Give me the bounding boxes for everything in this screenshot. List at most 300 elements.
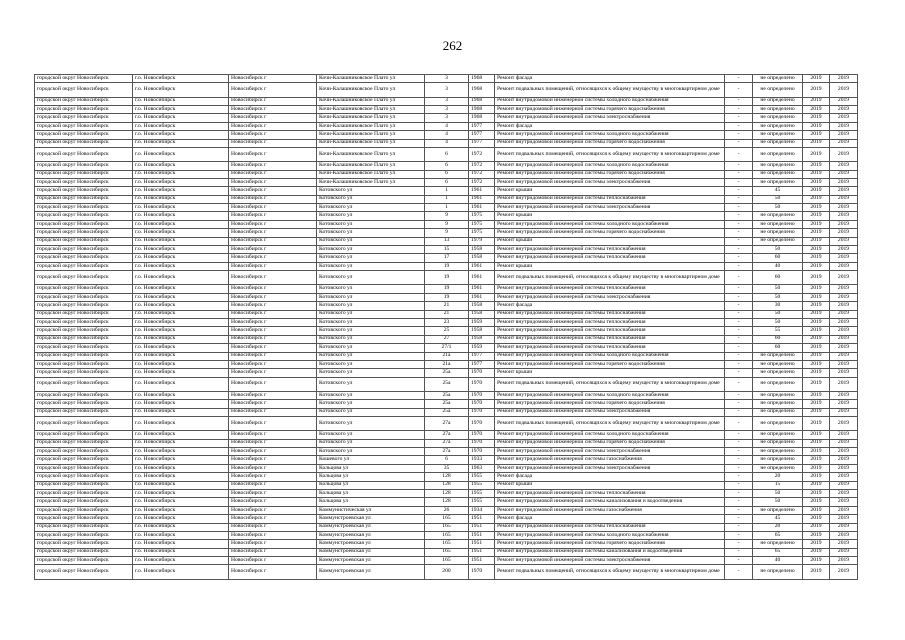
city-cell: Новосибирск г bbox=[229, 531, 317, 539]
wear-cell: не определено bbox=[753, 83, 803, 97]
city-cell: Новосибирск г bbox=[229, 557, 317, 565]
district-cell: г.о. Новосибирск bbox=[133, 285, 229, 293]
start-year-cell: 2019 bbox=[803, 481, 830, 489]
district-cell: г.о. Новосибирск bbox=[133, 302, 229, 310]
end-year-cell: 2019 bbox=[830, 448, 858, 456]
start-year-cell: 2019 bbox=[803, 178, 830, 186]
table-row bbox=[35, 506, 858, 514]
cost-cell: - bbox=[725, 327, 753, 335]
house-cell: 128 bbox=[425, 481, 469, 489]
house-cell: 3 bbox=[425, 83, 469, 97]
house-cell: 26 bbox=[425, 506, 469, 514]
cost-cell: - bbox=[725, 344, 753, 352]
start-year-cell: 2019 bbox=[803, 237, 830, 245]
street-cell: Котовского ул bbox=[317, 285, 425, 293]
table-row bbox=[35, 170, 858, 178]
street-cell: Котовского ул bbox=[317, 318, 425, 326]
start-year-cell: 2019 bbox=[803, 448, 830, 456]
end-year-cell: 2019 bbox=[830, 178, 858, 186]
street-cell: Котовского ул bbox=[317, 293, 425, 301]
city-cell: Новосибирск г bbox=[229, 352, 317, 360]
end-year-cell: 2019 bbox=[830, 335, 858, 343]
start-year-cell: 2019 bbox=[803, 220, 830, 228]
city-cell: Новосибирск г bbox=[229, 565, 317, 579]
end-year-cell: 2019 bbox=[830, 302, 858, 310]
work-type-cell: Ремонт крыши bbox=[495, 187, 725, 195]
district-cell: г.о. Новосибирск bbox=[133, 531, 229, 539]
year-built-cell: 1968 bbox=[469, 114, 495, 122]
house-cell: 27а bbox=[425, 448, 469, 456]
year-built-cell: 1977 bbox=[469, 139, 495, 147]
cost-cell: - bbox=[725, 310, 753, 318]
table-row bbox=[35, 147, 858, 161]
street-cell: Кольцова ул bbox=[317, 489, 425, 497]
district-cell: г.о. Новосибирск bbox=[133, 262, 229, 270]
work-type-cell: Ремонт внутридомовой инженерной системы теплоснабжения bbox=[495, 327, 725, 335]
table-row bbox=[35, 523, 858, 531]
municipality-cell: городской округ Новосибирск bbox=[35, 335, 133, 343]
start-year-cell: 2019 bbox=[803, 195, 830, 203]
municipality-cell: городской округ Новосибирск bbox=[35, 195, 133, 203]
work-type-cell: Ремонт внутридомовой инженерной системы электроснабжения bbox=[495, 464, 725, 472]
end-year-cell: 2019 bbox=[830, 83, 858, 97]
work-type-cell: Ремонт внутридомовой инженерной системы теплоснабжения bbox=[495, 285, 725, 293]
street-cell: Кольцова ул bbox=[317, 481, 425, 489]
district-cell: г.о. Новосибирск bbox=[133, 97, 229, 105]
table-row bbox=[35, 360, 858, 368]
end-year-cell: 2019 bbox=[830, 237, 858, 245]
city-cell: Новосибирск г bbox=[229, 523, 317, 531]
work-type-cell: Ремонт внутридомовой инженерной системы канализования и водоотведения bbox=[495, 548, 725, 556]
year-built-cell: 1970 bbox=[469, 439, 495, 447]
street-cell: Котовского ул bbox=[317, 408, 425, 416]
table-row bbox=[35, 473, 858, 481]
table-row bbox=[35, 531, 858, 539]
start-year-cell: 2019 bbox=[803, 360, 830, 368]
district-cell: г.о. Новосибирск bbox=[133, 540, 229, 548]
district-cell: г.о. Новосибирск bbox=[133, 195, 229, 203]
district-cell: г.о. Новосибирск bbox=[133, 327, 229, 335]
municipality-cell: городской округ Новосибирск bbox=[35, 310, 133, 318]
table-row bbox=[35, 431, 858, 439]
year-built-cell: 1958 bbox=[469, 254, 495, 262]
wear-cell: 15 bbox=[753, 481, 803, 489]
house-cell: 19 bbox=[425, 271, 469, 285]
end-year-cell: 2019 bbox=[830, 318, 858, 326]
start-year-cell: 2019 bbox=[803, 548, 830, 556]
start-year-cell: 2019 bbox=[803, 254, 830, 262]
end-year-cell: 2019 bbox=[830, 481, 858, 489]
house-cell: 165 bbox=[425, 540, 469, 548]
year-built-cell: 1958 bbox=[469, 327, 495, 335]
municipality-cell: городской округ Новосибирск bbox=[35, 498, 133, 506]
year-built-cell: 1963 bbox=[469, 464, 495, 472]
house-cell: 4 bbox=[425, 131, 469, 139]
municipality-cell: городской округ Новосибирск bbox=[35, 293, 133, 301]
year-built-cell: 1972 bbox=[469, 162, 495, 170]
municipality-cell: городской округ Новосибирск bbox=[35, 464, 133, 472]
wear-cell: 20 bbox=[753, 473, 803, 481]
end-year-cell: 2019 bbox=[830, 391, 858, 399]
municipality-cell: городской округ Новосибирск bbox=[35, 97, 133, 105]
wear-cell: не определено bbox=[753, 122, 803, 130]
wear-cell: не определено bbox=[753, 105, 803, 113]
street-cell: Коммунстроевская ул bbox=[317, 531, 425, 539]
work-type-cell: Ремонт внутридомовой инженерной системы электроснабжения bbox=[495, 204, 725, 212]
street-cell: Коммунстроевская ул bbox=[317, 515, 425, 523]
end-year-cell: 2019 bbox=[830, 439, 858, 447]
work-type-cell: Ремонт внутридомовой инженерной системы канализования и водоотведения bbox=[495, 498, 725, 506]
cost-cell: - bbox=[725, 400, 753, 408]
work-type-cell: Ремонт фасада bbox=[495, 515, 725, 523]
table-row bbox=[35, 391, 858, 399]
house-cell: 25 bbox=[425, 327, 469, 335]
table-row bbox=[35, 302, 858, 310]
wear-cell: не определено bbox=[753, 377, 803, 391]
house-cell: 19 bbox=[425, 262, 469, 270]
wear-cell: не определено bbox=[753, 162, 803, 170]
municipality-cell: городской округ Новосибирск bbox=[35, 147, 133, 161]
table-row bbox=[35, 285, 858, 293]
city-cell: Новосибирск г bbox=[229, 506, 317, 514]
street-cell: Котовского ул bbox=[317, 400, 425, 408]
end-year-cell: 2019 bbox=[830, 187, 858, 195]
house-cell: 3 bbox=[425, 105, 469, 113]
table-row bbox=[35, 293, 858, 301]
city-cell: Новосибирск г bbox=[229, 271, 317, 285]
end-year-cell: 2019 bbox=[830, 506, 858, 514]
cost-cell: - bbox=[725, 170, 753, 178]
table-row bbox=[35, 318, 858, 326]
wear-cell: не определено bbox=[753, 506, 803, 514]
cost-cell: - bbox=[725, 391, 753, 399]
street-cell: Котовского ул bbox=[317, 391, 425, 399]
district-cell: г.о. Новосибирск bbox=[133, 147, 229, 161]
municipality-cell: городской округ Новосибирск bbox=[35, 473, 133, 481]
table-row bbox=[35, 271, 858, 285]
end-year-cell: 2019 bbox=[830, 220, 858, 228]
district-cell: г.о. Новосибирск bbox=[133, 400, 229, 408]
house-cell: 21 bbox=[425, 302, 469, 310]
table-row bbox=[35, 352, 858, 360]
work-type-cell: Ремонт подвальных помещений, относящихся к общему имуществу в многоквартирном доме bbox=[495, 147, 725, 161]
work-type-cell: Ремонт внутридомовой инженерной системы горячего водоснабжения bbox=[495, 400, 725, 408]
cost-cell: - bbox=[725, 531, 753, 539]
work-type-cell: Ремонт фасада bbox=[495, 122, 725, 130]
municipality-cell: городской округ Новосибирск bbox=[35, 204, 133, 212]
city-cell: Новосибирск г bbox=[229, 114, 317, 122]
year-built-cell: 1970 bbox=[469, 391, 495, 399]
end-year-cell: 2019 bbox=[830, 246, 858, 254]
house-cell: 165 bbox=[425, 548, 469, 556]
year-built-cell: 1975 bbox=[469, 220, 495, 228]
end-year-cell: 2019 bbox=[830, 139, 858, 147]
start-year-cell: 2019 bbox=[803, 262, 830, 270]
end-year-cell: 2019 bbox=[830, 75, 858, 83]
municipality-cell: городской округ Новосибирск bbox=[35, 229, 133, 237]
work-type-cell: Ремонт крыши bbox=[495, 481, 725, 489]
house-cell: 27 bbox=[425, 335, 469, 343]
district-cell: г.о. Новосибирск bbox=[133, 204, 229, 212]
work-type-cell: Ремонт внутридомовой инженерной системы холодного водоснабжения bbox=[495, 220, 725, 228]
house-cell: 27а bbox=[425, 417, 469, 431]
year-built-cell: 1970 bbox=[469, 417, 495, 431]
street-cell: Кочи-Калашниковское Плато ул bbox=[317, 122, 425, 130]
city-cell: Новосибирск г bbox=[229, 97, 317, 105]
city-cell: Новосибирск г bbox=[229, 139, 317, 147]
work-type-cell: Ремонт внутридомовой инженерной системы теплоснабжения bbox=[495, 335, 725, 343]
work-type-cell: Ремонт подвальных помещений, относящихся к общему имуществу в многоквартирном доме bbox=[495, 417, 725, 431]
end-year-cell: 2019 bbox=[830, 170, 858, 178]
cost-cell: - bbox=[725, 540, 753, 548]
year-built-cell: 1975 bbox=[469, 229, 495, 237]
work-type-cell: Ремонт внутридомовой инженерной системы горячего водоснабжения bbox=[495, 105, 725, 113]
end-year-cell: 2019 bbox=[830, 540, 858, 548]
district-cell: г.о. Новосибирск bbox=[133, 473, 229, 481]
cost-cell: - bbox=[725, 212, 753, 220]
start-year-cell: 2019 bbox=[803, 293, 830, 301]
end-year-cell: 2019 bbox=[830, 262, 858, 270]
wear-cell: не определено bbox=[753, 540, 803, 548]
cost-cell: - bbox=[725, 237, 753, 245]
table-row bbox=[35, 498, 858, 506]
end-year-cell: 2019 bbox=[830, 498, 858, 506]
street-cell: Котовского ул bbox=[317, 195, 425, 203]
house-cell: 19 bbox=[425, 293, 469, 301]
wear-cell: 50 bbox=[753, 195, 803, 203]
table-row bbox=[35, 557, 858, 565]
house-cell: 15 bbox=[425, 246, 469, 254]
table-row bbox=[35, 344, 858, 352]
table-row bbox=[35, 237, 858, 245]
district-cell: г.о. Новосибирск bbox=[133, 548, 229, 556]
start-year-cell: 2019 bbox=[803, 170, 830, 178]
table-row bbox=[35, 162, 858, 170]
start-year-cell: 2019 bbox=[803, 122, 830, 130]
wear-cell: 65 bbox=[753, 531, 803, 539]
start-year-cell: 2019 bbox=[803, 531, 830, 539]
year-built-cell: 1951 bbox=[469, 531, 495, 539]
end-year-cell: 2019 bbox=[830, 548, 858, 556]
municipality-cell: городской округ Новосибирск bbox=[35, 122, 133, 130]
city-cell: Новосибирск г bbox=[229, 456, 317, 464]
district-cell: г.о. Новосибирск bbox=[133, 254, 229, 262]
district-cell: г.о. Новосибирск bbox=[133, 369, 229, 377]
city-cell: Новосибирск г bbox=[229, 448, 317, 456]
municipality-cell: городской округ Новосибирск bbox=[35, 391, 133, 399]
table-row bbox=[35, 408, 858, 416]
work-type-cell: Ремонт подвальных помещений, относящихся к общему имуществу в многоквартирном доме bbox=[495, 83, 725, 97]
municipality-cell: городской округ Новосибирск bbox=[35, 431, 133, 439]
street-cell: Котовского ул bbox=[317, 352, 425, 360]
municipality-cell: городской округ Новосибирск bbox=[35, 360, 133, 368]
district-cell: г.о. Новосибирск bbox=[133, 515, 229, 523]
municipality-cell: городской округ Новосибирск bbox=[35, 131, 133, 139]
street-cell: Кочи-Калашниковское Плато ул bbox=[317, 105, 425, 113]
municipality-cell: городской округ Новосибирск bbox=[35, 105, 133, 113]
work-type-cell: Ремонт внутридомовой инженерной системы холодного водоснабжения bbox=[495, 97, 725, 105]
cost-cell: - bbox=[725, 377, 753, 391]
wear-cell: не определено bbox=[753, 212, 803, 220]
city-cell: Новосибирск г bbox=[229, 400, 317, 408]
house-cell: 1 bbox=[425, 195, 469, 203]
table-row bbox=[35, 515, 858, 523]
cost-cell: - bbox=[725, 131, 753, 139]
work-type-cell: Ремонт внутридомовой инженерной системы горячего водоснабжения bbox=[495, 360, 725, 368]
municipality-cell: городской округ Новосибирск bbox=[35, 318, 133, 326]
district-cell: г.о. Новосибирск bbox=[133, 352, 229, 360]
city-cell: Новосибирск г bbox=[229, 360, 317, 368]
table-row bbox=[35, 400, 858, 408]
cost-cell: - bbox=[725, 335, 753, 343]
street-cell: Кочи-Калашниковское Плато ул bbox=[317, 131, 425, 139]
city-cell: Новосибирск г bbox=[229, 170, 317, 178]
cost-cell: - bbox=[725, 139, 753, 147]
wear-cell: не определено bbox=[753, 97, 803, 105]
work-type-cell: Ремонт внутридомовой инженерной системы теплоснабжения bbox=[495, 310, 725, 318]
wear-cell: 50 bbox=[753, 204, 803, 212]
municipality-cell: городской округ Новосибирск bbox=[35, 369, 133, 377]
end-year-cell: 2019 bbox=[830, 515, 858, 523]
wear-cell: не определено bbox=[753, 448, 803, 456]
municipality-cell: городской округ Новосибирск bbox=[35, 506, 133, 514]
work-type-cell: Ремонт внутридомовой инженерной системы горячего водоснабжения bbox=[495, 170, 725, 178]
district-cell: г.о. Новосибирск bbox=[133, 271, 229, 285]
wear-cell: 20 bbox=[753, 523, 803, 531]
year-built-cell: 1961 bbox=[469, 293, 495, 301]
wear-cell: 40 bbox=[753, 557, 803, 565]
municipality-cell: городской округ Новосибирск bbox=[35, 285, 133, 293]
district-cell: г.о. Новосибирск bbox=[133, 391, 229, 399]
end-year-cell: 2019 bbox=[830, 204, 858, 212]
start-year-cell: 2019 bbox=[803, 464, 830, 472]
work-type-cell: Ремонт внутридомовой инженерной системы электроснабжения bbox=[495, 114, 725, 122]
start-year-cell: 2019 bbox=[803, 473, 830, 481]
municipality-cell: городской округ Новосибирск bbox=[35, 515, 133, 523]
house-cell: 35 bbox=[425, 464, 469, 472]
start-year-cell: 2019 bbox=[803, 523, 830, 531]
municipality-cell: городской округ Новосибирск bbox=[35, 262, 133, 270]
start-year-cell: 2019 bbox=[803, 302, 830, 310]
street-cell: Кочи-Калашниковское Плато ул bbox=[317, 178, 425, 186]
district-cell: г.о. Новосибирск bbox=[133, 489, 229, 497]
start-year-cell: 2019 bbox=[803, 147, 830, 161]
city-cell: Новосибирск г bbox=[229, 131, 317, 139]
street-cell: Коммунстроевская ул bbox=[317, 557, 425, 565]
wear-cell: 60 bbox=[753, 335, 803, 343]
work-type-cell: Ремонт фасада bbox=[495, 473, 725, 481]
city-cell: Новосибирск г bbox=[229, 335, 317, 343]
year-built-cell: 1970 bbox=[469, 448, 495, 456]
district-cell: г.о. Новосибирск bbox=[133, 105, 229, 113]
house-cell: 6 bbox=[425, 456, 469, 464]
start-year-cell: 2019 bbox=[803, 83, 830, 97]
work-type-cell: Ремонт внутридомовой инженерной системы холодного водоснабжения bbox=[495, 162, 725, 170]
wear-cell: не определено bbox=[753, 75, 803, 83]
end-year-cell: 2019 bbox=[830, 131, 858, 139]
district-cell: г.о. Новосибирск bbox=[133, 310, 229, 318]
district-cell: г.о. Новосибирск bbox=[133, 246, 229, 254]
start-year-cell: 2019 bbox=[803, 318, 830, 326]
wear-cell: не определено bbox=[753, 360, 803, 368]
work-type-cell: Ремонт внутридомовой инженерной системы электроснабжения bbox=[495, 408, 725, 416]
year-built-cell: 1977 bbox=[469, 352, 495, 360]
table-row bbox=[35, 229, 858, 237]
city-cell: Новосибирск г bbox=[229, 285, 317, 293]
city-cell: Новосибирск г bbox=[229, 195, 317, 203]
end-year-cell: 2019 bbox=[830, 417, 858, 431]
house-cell: 25а bbox=[425, 377, 469, 391]
street-cell: Кочи-Калашниковское Плато ул bbox=[317, 170, 425, 178]
end-year-cell: 2019 bbox=[830, 473, 858, 481]
city-cell: Новосибирск г bbox=[229, 548, 317, 556]
wear-cell: не определено bbox=[753, 220, 803, 228]
wear-cell: не определено bbox=[753, 417, 803, 431]
year-built-cell: 1955 bbox=[469, 481, 495, 489]
municipality-cell: городской округ Новосибирск bbox=[35, 344, 133, 352]
district-cell: г.о. Новосибирск bbox=[133, 187, 229, 195]
work-type-cell: Ремонт крыши bbox=[495, 237, 725, 245]
cost-cell: - bbox=[725, 162, 753, 170]
municipality-cell: городской округ Новосибирск bbox=[35, 254, 133, 262]
cost-cell: - bbox=[725, 293, 753, 301]
start-year-cell: 2019 bbox=[803, 271, 830, 285]
cost-cell: - bbox=[725, 557, 753, 565]
city-cell: Новосибирск г bbox=[229, 327, 317, 335]
work-type-cell: Ремонт внутридомовой инженерной системы теплоснабжения bbox=[495, 246, 725, 254]
year-built-cell: 1970 bbox=[469, 408, 495, 416]
city-cell: Новосибирск г bbox=[229, 473, 317, 481]
start-year-cell: 2019 bbox=[803, 131, 830, 139]
table-row bbox=[35, 377, 858, 391]
start-year-cell: 2019 bbox=[803, 229, 830, 237]
house-cell: 128 bbox=[425, 489, 469, 497]
start-year-cell: 2019 bbox=[803, 114, 830, 122]
municipality-cell: городской округ Новосибирск bbox=[35, 489, 133, 497]
wear-cell: не определено bbox=[753, 237, 803, 245]
work-type-cell: Ремонт подвальных помещений, относящихся к общему имуществу в многоквартирном доме bbox=[495, 565, 725, 579]
table-row bbox=[35, 481, 858, 489]
work-type-cell: Ремонт внутридомовой инженерной системы газоснабжения bbox=[495, 506, 725, 514]
end-year-cell: 2019 bbox=[830, 327, 858, 335]
wear-cell: не определено bbox=[753, 147, 803, 161]
municipality-cell: городской округ Новосибирск bbox=[35, 557, 133, 565]
cost-cell: - bbox=[725, 515, 753, 523]
year-built-cell: 1970 bbox=[469, 431, 495, 439]
table-row bbox=[35, 417, 858, 431]
street-cell: Котовского ул bbox=[317, 220, 425, 228]
end-year-cell: 2019 bbox=[830, 400, 858, 408]
year-built-cell: 1970 bbox=[469, 369, 495, 377]
city-cell: Новосибирск г bbox=[229, 344, 317, 352]
start-year-cell: 2019 bbox=[803, 335, 830, 343]
district-cell: г.о. Новосибирск bbox=[133, 318, 229, 326]
end-year-cell: 2019 bbox=[830, 147, 858, 161]
year-built-cell: 1961 bbox=[469, 271, 495, 285]
cost-cell: - bbox=[725, 187, 753, 195]
district-cell: г.о. Новосибирск bbox=[133, 498, 229, 506]
district-cell: г.о. Новосибирск bbox=[133, 178, 229, 186]
district-cell: г.о. Новосибирск bbox=[133, 335, 229, 343]
end-year-cell: 2019 bbox=[830, 229, 858, 237]
street-cell: Коммунистическая ул bbox=[317, 506, 425, 514]
start-year-cell: 2019 bbox=[803, 75, 830, 83]
house-cell: 27а bbox=[425, 439, 469, 447]
start-year-cell: 2019 bbox=[803, 515, 830, 523]
district-cell: г.о. Новосибирск bbox=[133, 139, 229, 147]
work-type-cell: Ремонт внутридомовой инженерной системы электроснабжения bbox=[495, 293, 725, 301]
year-built-cell: 1961 bbox=[469, 285, 495, 293]
